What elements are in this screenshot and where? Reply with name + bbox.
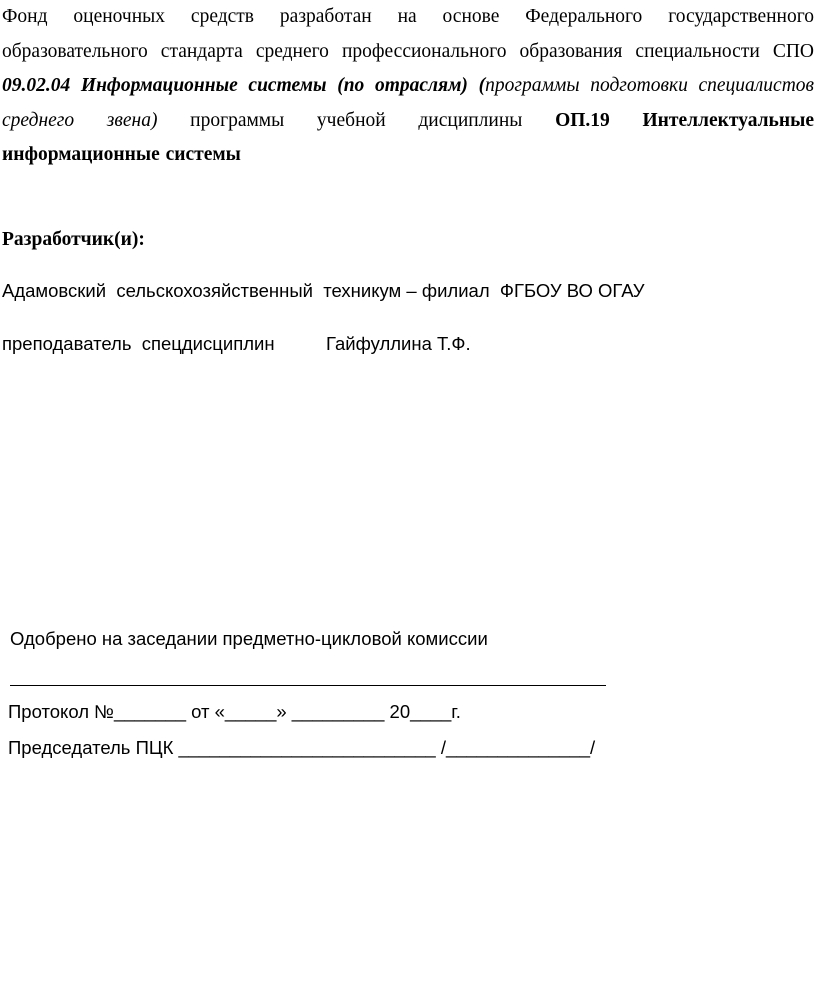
open-parenthesis: ( bbox=[467, 75, 486, 96]
teacher-name: Гайфуллина Т.Ф. bbox=[326, 333, 471, 354]
intro-prefix: Фонд оценочных средств разработан на основе Федерального государственного образовательного стандарта среднего профессионального образования специальности СПО bbox=[2, 6, 814, 62]
program-type: программы подготовки специалистов среднего звена) bbox=[2, 75, 815, 131]
teacher-row bbox=[2, 333, 702, 359]
intro-paragraph bbox=[2, 0, 814, 173]
protocol-line: Протокол №_______ от «_____» _________ 20____г. bbox=[8, 701, 461, 722]
teacher-role: преподаватель спецдисциплин bbox=[2, 333, 275, 354]
approval-signature-line bbox=[10, 685, 606, 686]
institution-name: Адамовский сельскохозяйственный техникум – филиал ФГБОУ ВО ОГАУ bbox=[2, 280, 645, 301]
specialty-code-name: 09.02.04 Информационные системы (по отраслям) bbox=[2, 75, 468, 96]
developers-heading: Разработчик(и): bbox=[2, 229, 145, 250]
chairman-line: Председатель ПЦК _________________________ /______________/ bbox=[8, 737, 596, 758]
discipline-name: ОП.19 Интеллектуальные информационные системы bbox=[2, 109, 814, 165]
intro-middle: программы учебной дисциплины bbox=[157, 109, 556, 131]
approval-title: Одобрено на заседании предметно-цикловой комиссии bbox=[10, 628, 488, 649]
